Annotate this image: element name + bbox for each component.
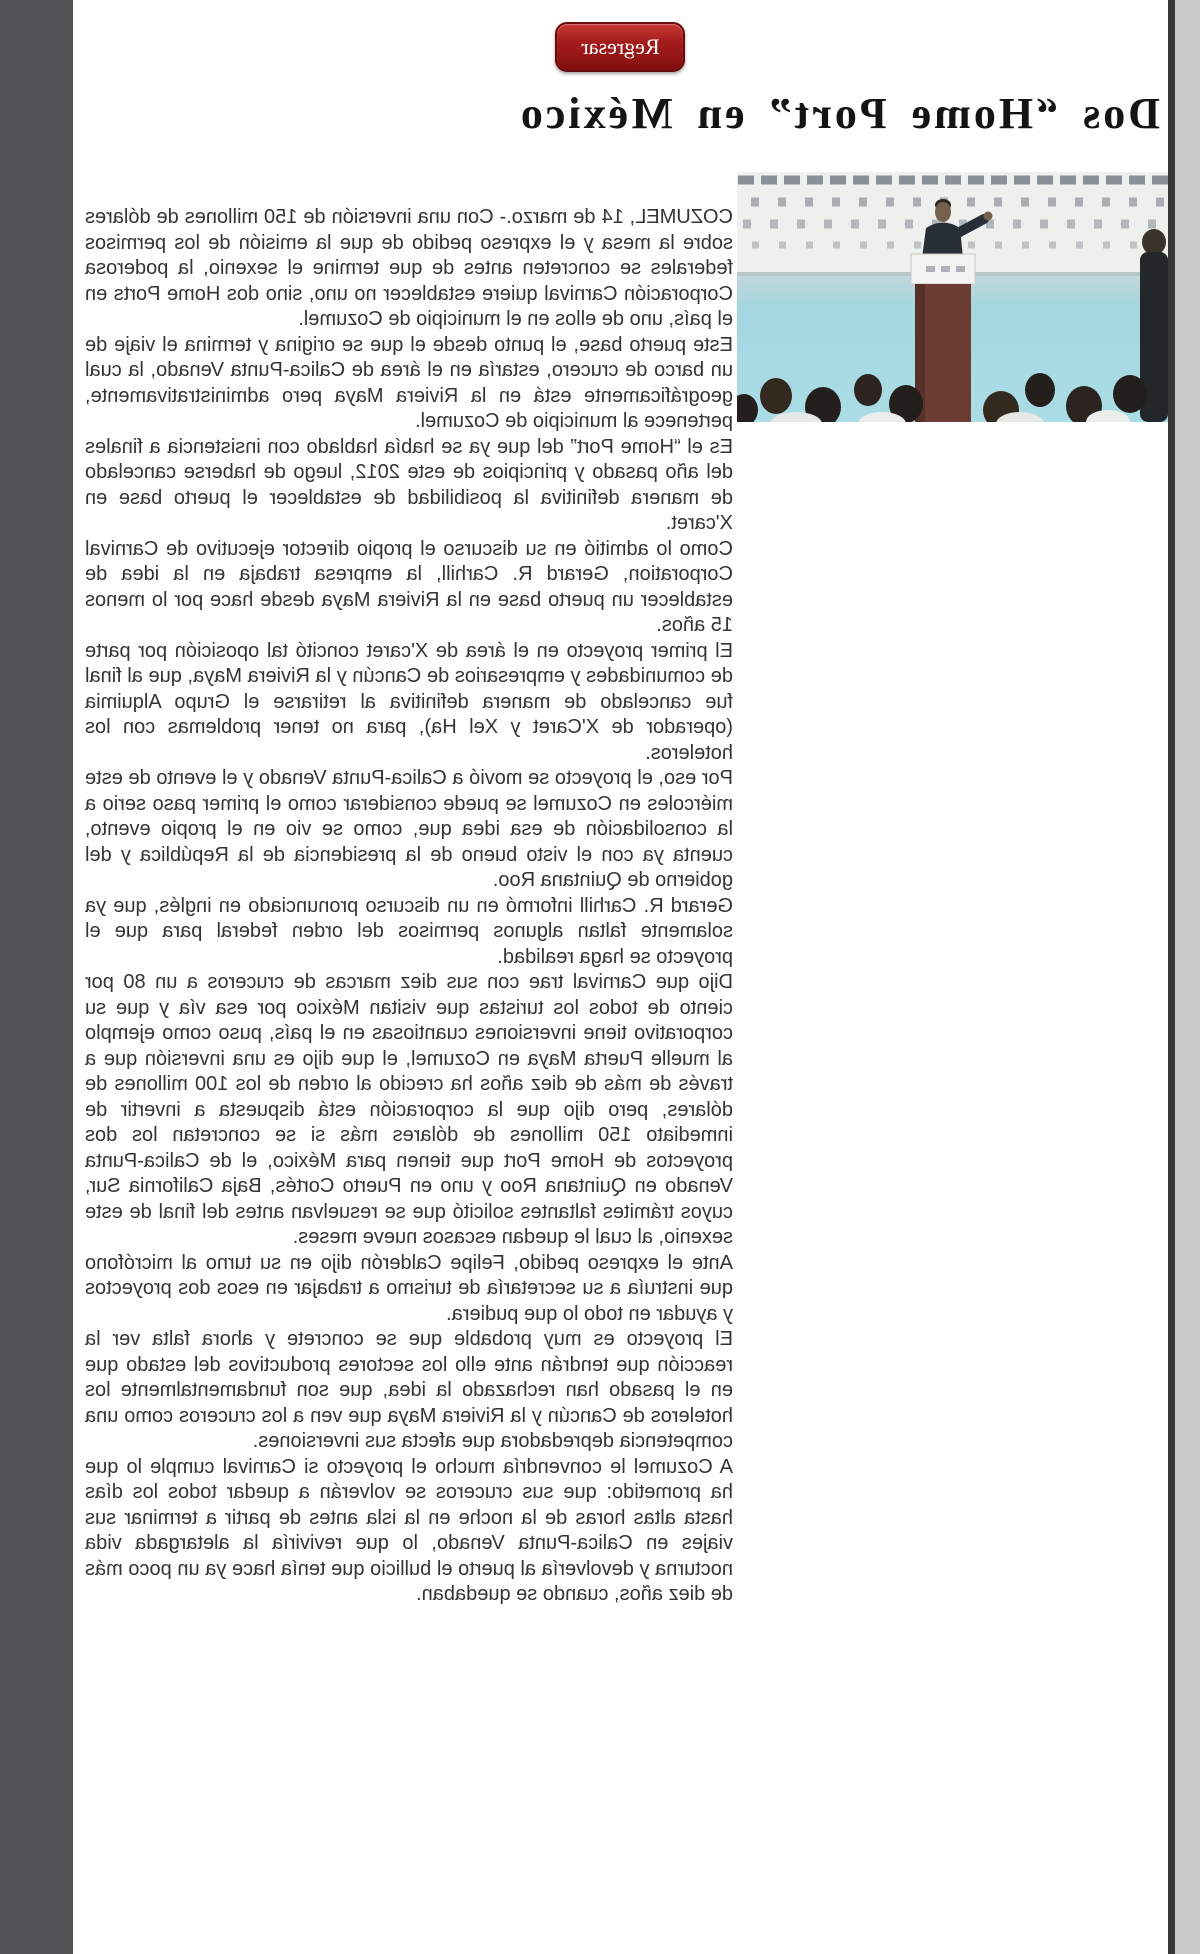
article-page xyxy=(73,0,1168,1954)
article-paragraph: Gerard R. Carhill informó en un discurso pronunciado en inglés, que ya solamente faltan algunos permisos del orden federal para que el proyecto se haga realidad. xyxy=(85,894,733,968)
article-paragraph: Es el “Home Port” del que ya se había hablado con insistencia a finales del año pasado y principios de este 2012, luego de haberse cancelado de manera definitiva la posibilidad de establecer el puerto base en X'caret. xyxy=(85,435,733,534)
article-paragraph: Ante el expreso pedido, Felipe Calderón dijo en su turno al micrófono que instruía a su secretaría de turismo a trabajar en esos dos proyectos y ayudar en todo lo que pudiera. xyxy=(85,1251,733,1325)
speaker-suit xyxy=(922,223,963,259)
speaker-hand xyxy=(984,212,993,221)
photo-column xyxy=(737,172,1168,1608)
speaker-head xyxy=(935,202,951,222)
article-paragraph: A Cozumel le convendría mucho el proyecto si Carnival cumple lo que ha prometido: que sus cruceros se volverán a quedar todos los días hasta altas horas de la noche en la isla antes de partir a terminar sus viajes en Calica-Punta Venado, lo que reviviría la aletargada vida nocturna y devolvería al puerto el bullicio que tenía hace ya un poco más de diez años, cuando se quedaban. xyxy=(85,1455,733,1605)
article-body xyxy=(73,172,1168,1608)
bystander xyxy=(1142,229,1166,255)
article-text-column xyxy=(85,172,733,1608)
article-paragraph: El primer proyecto en el área de X'caret concitó tal oposición por parte de comunidades y empresarios de Cancún y la Riviera Maya, que al final fue cancelado de manera definitiva al retirarse el Grupo Alquimia (operador de X'Caret y Xel Ha), para no tener problemas con los hoteleros. xyxy=(85,639,733,764)
page-outer-margin xyxy=(1175,0,1200,1954)
speaker-at-podium-photo xyxy=(737,172,1168,422)
back-button[interactable]: Regresar xyxy=(556,22,686,72)
article-paragraph: Como lo admitió en su discurso el propio director ejecutivo de Carnival Corporation, Gerard R. Carhill, la empresa trabaja en la idea de establecer un puerto base en la Riviera Maya desde hace por lo menos 15 años. xyxy=(85,537,733,636)
article-paragraph: Por eso, el proyecto se movió a Calica-Punta Venado y el evento de este miércoles en Cozumel se puede considerar como el primer paso serio a la consolidación de esa idea que, como se vio en el propio evento, cuenta ya con el visto bueno de la presidencia de la República y del gobierno de Quintana Roo. xyxy=(85,767,733,891)
article-paragraph: Este puerto base, el punto desde el que se origina y termina el viaje de un barco de crucero, estaría en el área de Calica-Punta Venado, la cual geográficamente está en la Riviera Maya pero administrativamente, pertenece al municipio de Cozumel. xyxy=(85,333,733,432)
article-paragraph: Dijo que Carnival trae con sus diez marcas de cruceros a un 80 por ciento de todos los turistas que visitan México por esa vía y que su corporativo tiene inversiones cuantiosas en el país, puso como ejemplo al muelle Puerta Maya en Cozumel, el que dijo es una inversión que a través de más de diez años ha crecido al orden de los 100 millones de dólares, pero dijo que la corporación está dispuesta a invertir de inmediato 150 millones de dólares más si se concretan los dos proyectos de Home Port que tienen para México, el de Calica-Punta Venado en Quintana Roo y uno en Puerto Cortés, Baja California Sur, cuyos trámites faltantes solicitó que se resuelvan antes del final de este sexenio, al cual le quedan escasos nueve meses. xyxy=(85,971,733,1248)
article-photo xyxy=(737,172,1168,422)
article-paragraph: COZUMEL, 14 de marzo.- Con una inversión de 150 millones de dólares sobre la mesa y el expreso pedido de que la emisión de los permisos federales se concreten antes de que termine el sexenio, la poderosa Corporación Carnival quiere establecer no uno, sino dos Home Ports en el país, uno de ellos en el municipio de Cozumel. xyxy=(85,206,733,330)
article-title: Dos “Home Port” en México xyxy=(517,89,1160,138)
page-border-line xyxy=(1168,0,1175,1954)
article-paragraph: El proyecto es muy probable que se concrete y ahora falta ver la reacción que tendrán ante ello los sectores productivos del estado que en el pasado han rechazado la idea, que son fundamentalmente los hoteleros de Cancún y la Riviera Maya que ven a los cruceros como una competencia depredadora que afecta sus inversiones. xyxy=(85,1328,733,1452)
side-strip xyxy=(0,0,73,1954)
